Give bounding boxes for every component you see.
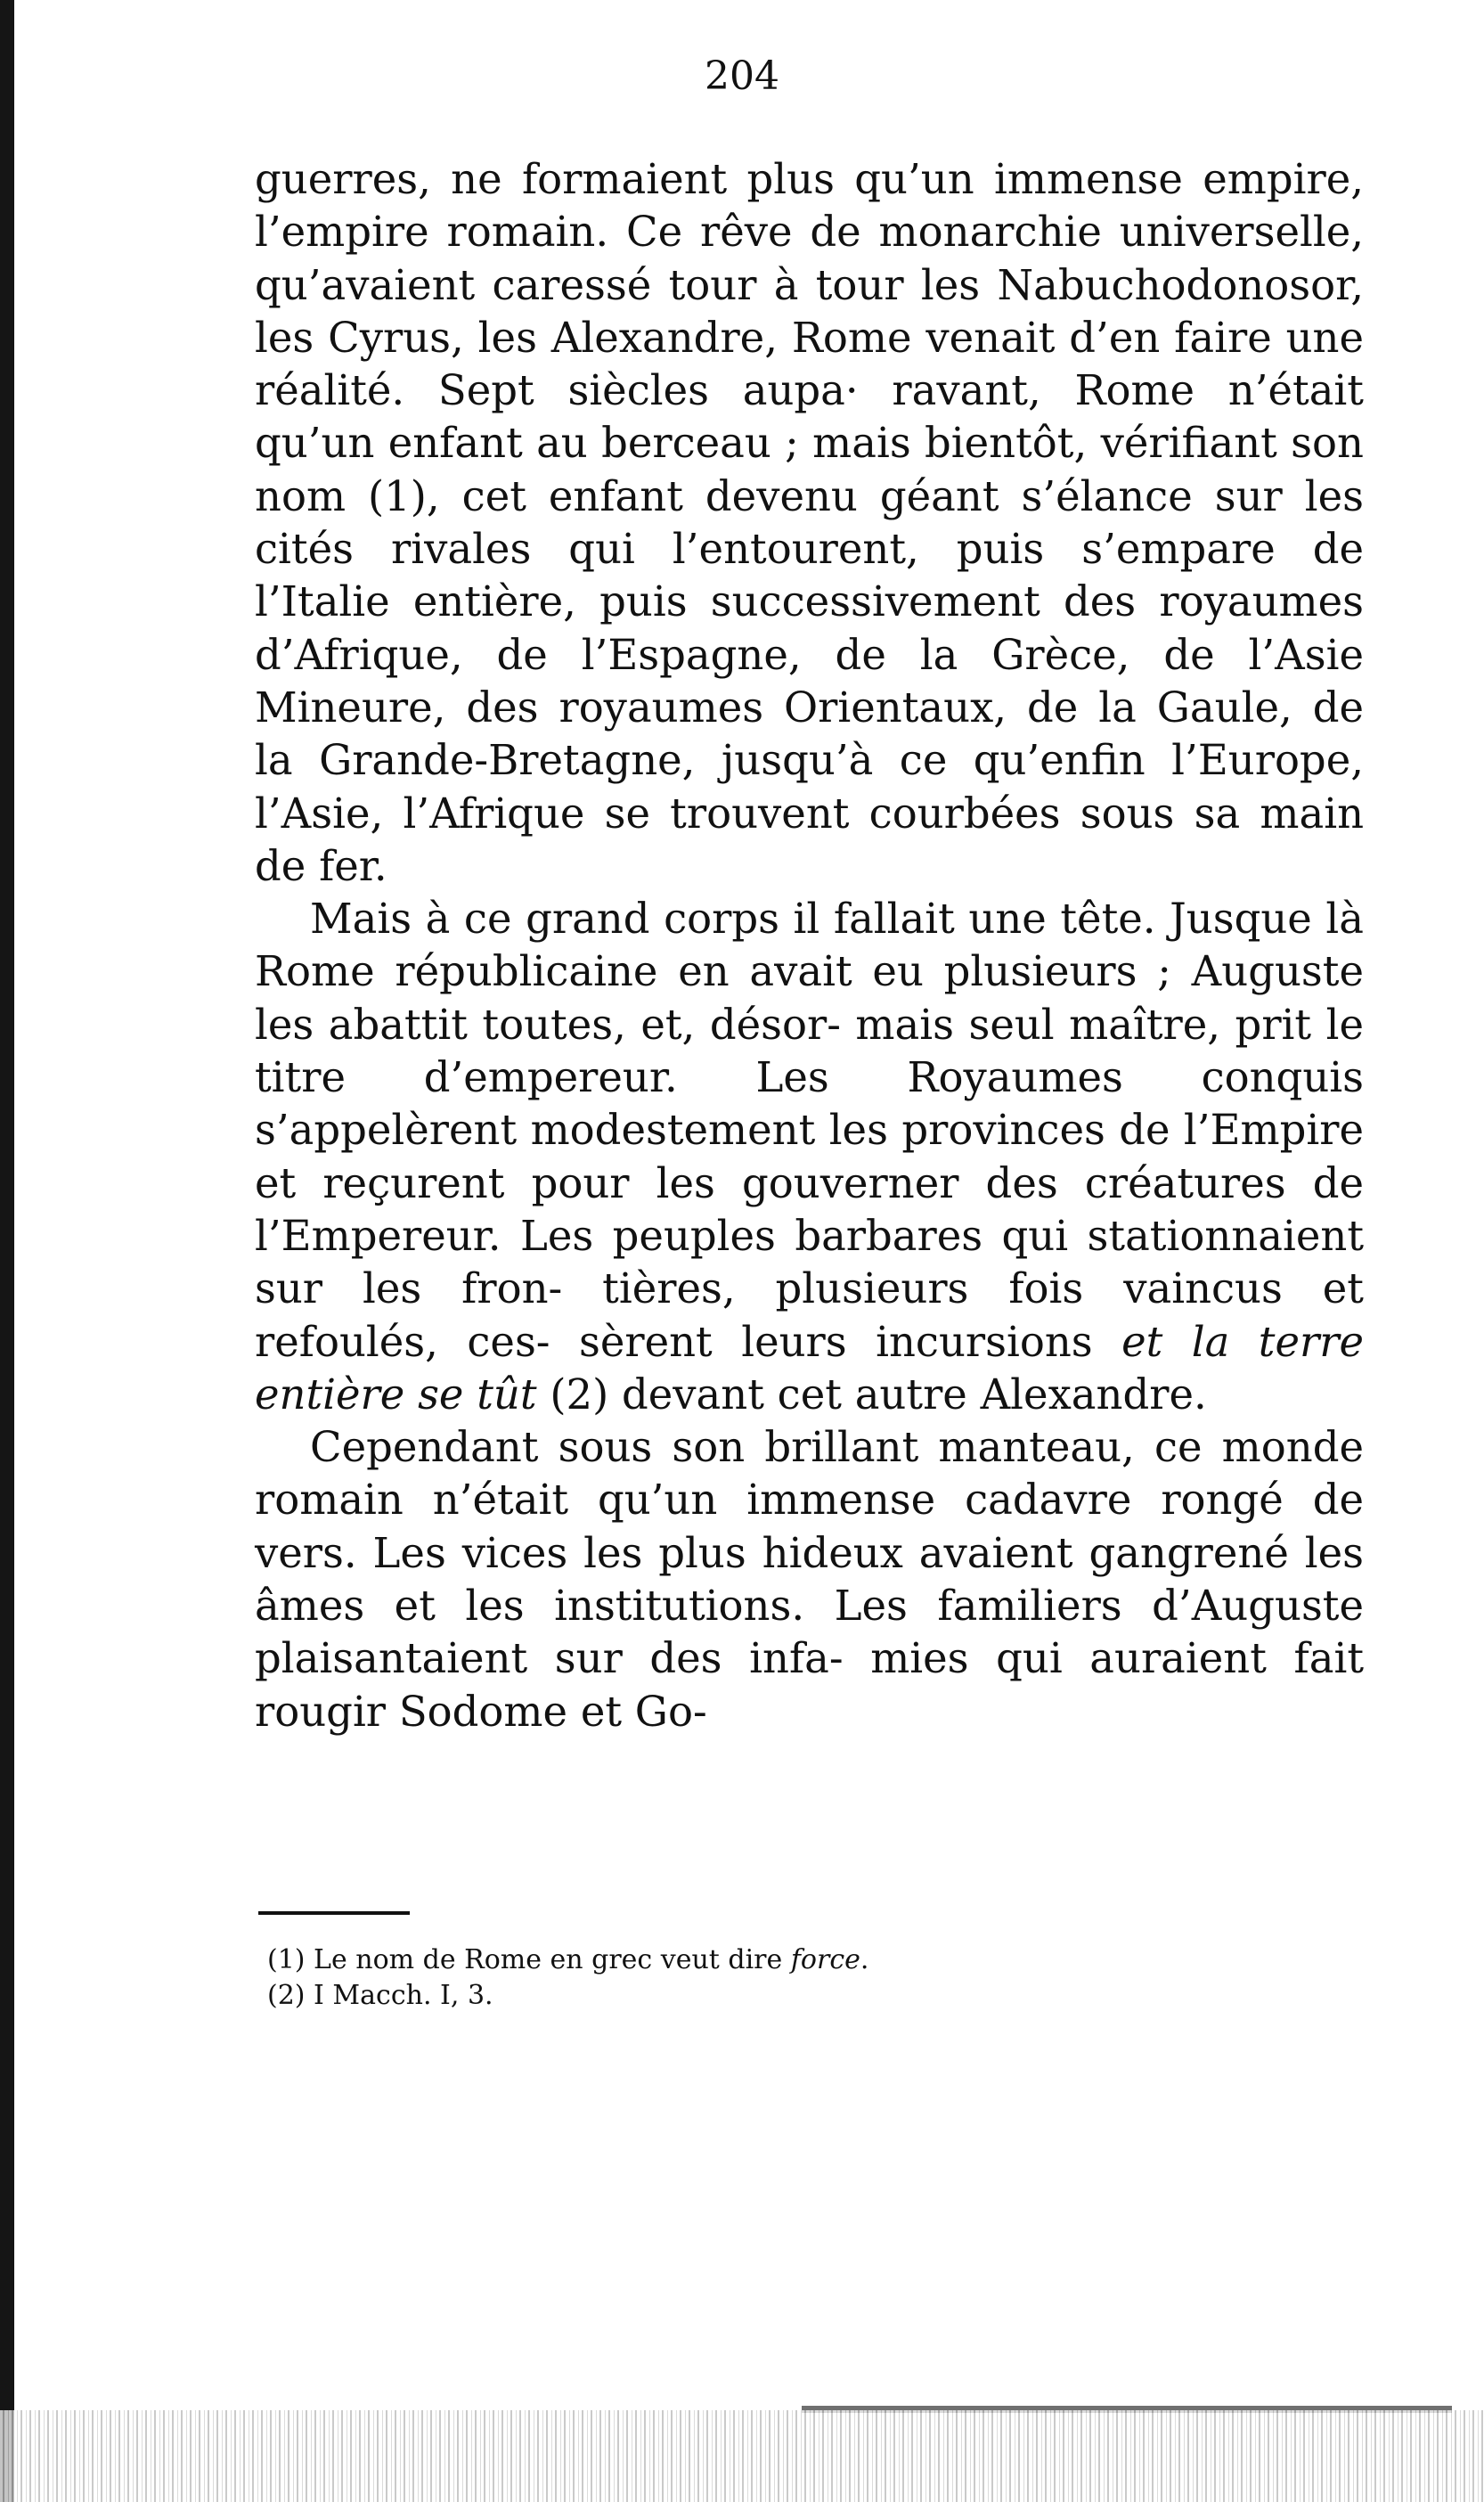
text-line: familiers d’Auguste plaisantaient sur des infa-	[255, 1582, 1365, 1683]
text-line: mais seul maître, prit le titre d’empereur. Les	[255, 1000, 1364, 1102]
italic-quote: et la terre entière se tût	[255, 1317, 1364, 1419]
body-text	[255, 153, 1364, 1738]
text-line: Royaumes conquis s’appelèrent modestement	[255, 1053, 1365, 1155]
text-line: Jusque là Rome républicaine en avait eu	[255, 895, 1364, 996]
footnote-separator	[258, 1911, 410, 1915]
text-line: ravant, Rome n’était qu’un enfant au berceau ;	[255, 366, 1364, 468]
text-line: sèrent leurs incursions	[578, 1317, 1122, 1366]
footnote-italic: force	[790, 1944, 860, 1975]
text-line: peuples barbares qui stationnaient sur les fron-	[255, 1211, 1364, 1313]
text-line: gouverner des créatures de l’Empereur. Les	[255, 1158, 1364, 1260]
text-line: de l’Espagne, de la Grèce, de l’Asie Mineure,	[255, 630, 1364, 732]
text-line: mies qui auraient fait rougir Sodome et Go-	[255, 1634, 1364, 1736]
text-line: plusieurs ; Auguste les abattit toutes, et, désor-	[255, 947, 1364, 1049]
text-line: rongé de vers. Les vices les plus hideux avaient	[255, 1476, 1364, 1577]
text-line: les provinces de l’Empire et reçurent pour les	[255, 1106, 1364, 1207]
text-line: Grande-Bretagne, jusqu’à ce qu’enfin l’Europe,	[319, 736, 1364, 785]
footnote-end: .	[860, 1944, 869, 1975]
footnote-marker: (2)	[267, 1980, 306, 2011]
text-line: universelle, qu’avaient caressé tour à tour les	[255, 208, 1365, 309]
footnotes	[267, 1942, 1158, 2014]
text-line: l’Asie, l’Afrique se trouvent courbées sous sa	[255, 789, 1241, 838]
text-line: mais bientôt, vérifiant son nom (1), cet enfant	[255, 419, 1364, 520]
text-line: Mais à ce grand corps il fallait une tête.	[310, 895, 1156, 944]
text-line: empire, l’empire romain. Ce rêve de monarchie	[255, 155, 1364, 257]
text-line: venait d’en faire une réalité. Sept siècles aupa·	[255, 313, 1365, 415]
text-line: gangrené les âmes et les institutions. Les	[255, 1528, 1364, 1631]
text-line: l’entourent, puis s’empare de l’Italie entière,	[255, 525, 1365, 626]
paragraph-2	[255, 893, 1364, 1421]
footnote-text: I Macch. I, 3.	[314, 1980, 493, 2011]
text-line: des royaumes Orientaux, de la Gaule, de la	[255, 683, 1364, 785]
text-line: Cependant sous son brillant manteau, ce	[310, 1423, 1203, 1472]
footnote-text: Le nom de Rome en grec veut dire	[314, 1944, 791, 1975]
text-line: Nabuchodonosor, les Cyrus, les Alexandre, Rome	[255, 260, 1365, 362]
page-binding-edge	[0, 0, 14, 2502]
scan-artifact-edge	[0, 2410, 1484, 2502]
page-number: 204	[705, 53, 779, 99]
footnote-2	[267, 1978, 1158, 2014]
footnote-marker: (1)	[267, 1944, 306, 1975]
text-line: (2) devant cet autre Alexandre.	[550, 1370, 1207, 1419]
text-line: main de fer.	[255, 789, 1365, 890]
text-line: puis successivement des royaumes d’Afrique,	[255, 577, 1364, 679]
text-line: devenu géant s’élance sur les cités rivales qui	[255, 471, 1365, 574]
paragraph-3	[255, 1421, 1364, 1738]
paragraph-1	[255, 153, 1364, 893]
text-line: guerres, ne formaient plus qu’un immense	[255, 155, 1183, 203]
footnote-1	[267, 1942, 1158, 1978]
text-line: tières, plusieurs fois vaincus et refoulés, ces-	[255, 1264, 1364, 1366]
text-line: monde romain n’était qu’un immense cadavre	[255, 1423, 1364, 1525]
